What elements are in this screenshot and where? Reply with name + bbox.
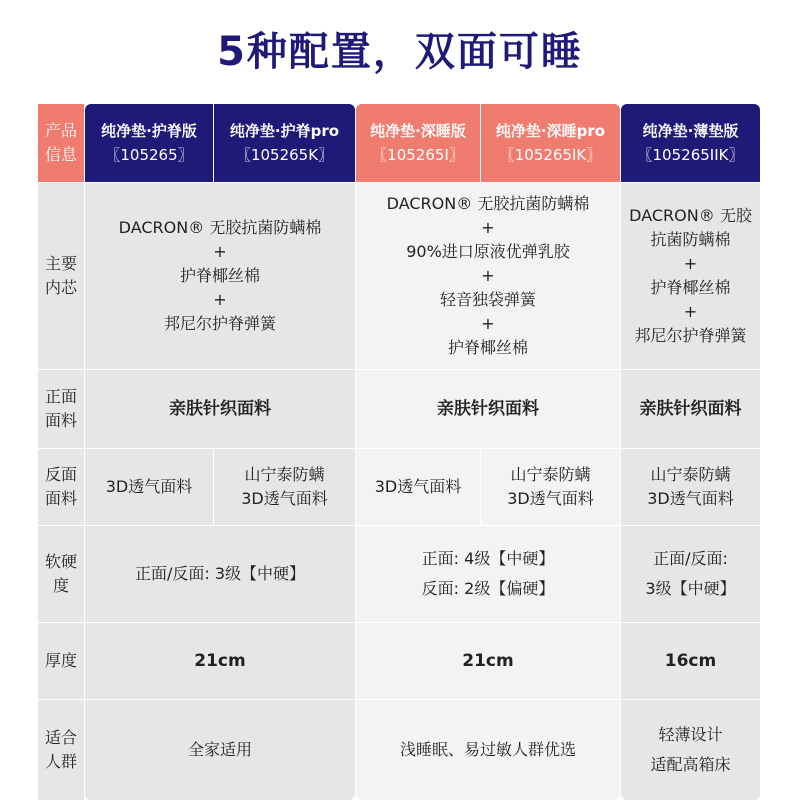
back-line: 山宁泰防螨 xyxy=(510,465,591,484)
core-line: + xyxy=(481,266,495,285)
row-label-line: 面料 xyxy=(44,411,77,430)
row-label-line: 反面 xyxy=(44,465,77,484)
product-name: 纯净垫·深睡pro xyxy=(495,122,606,140)
header-label-line: 产品 xyxy=(44,121,77,140)
core-line: 抗菌防螨棉 xyxy=(650,230,731,249)
product-code: 〖105265IK〗 xyxy=(499,146,602,164)
front-group-1: 亲肤针织面料 xyxy=(85,370,355,448)
core-line: 邦尼尔护脊弹簧 xyxy=(163,314,276,333)
suitable-line: 全家适用 xyxy=(187,740,252,759)
header-label-line: 信息 xyxy=(44,145,77,164)
row-label-suitable xyxy=(38,700,84,800)
product-header xyxy=(621,104,760,182)
core-group-2 xyxy=(356,183,620,369)
row-label-core xyxy=(38,183,84,369)
row-label-line: 正面 xyxy=(44,387,77,406)
row-label-back xyxy=(38,449,84,525)
row-label-line: 面料 xyxy=(44,489,77,508)
back-line: 山宁泰防螨 xyxy=(650,465,731,484)
firmness-group-1 xyxy=(85,526,355,622)
firmness-group-3 xyxy=(621,526,760,622)
thickness-group-2: 21cm xyxy=(356,623,620,699)
firmness-line: 正面/反面: 3级【中硬】 xyxy=(134,564,306,583)
core-line: + xyxy=(481,314,495,333)
product-header xyxy=(481,104,620,182)
row-label-front xyxy=(38,370,84,448)
core-line: 邦尼尔护脊弹簧 xyxy=(634,326,747,345)
product-name: 纯净垫·深睡版 xyxy=(370,122,466,140)
row-label-line: 人群 xyxy=(44,752,77,771)
row-label-line: 厚度 xyxy=(44,651,77,670)
row-label-thickness xyxy=(38,623,84,699)
firmness-line: 3级【中硬】 xyxy=(645,579,736,598)
back-line: 山宁泰防螨 xyxy=(244,465,325,484)
front-group-2: 亲肤针织面料 xyxy=(356,370,620,448)
firmness-line: 反面: 2级【偏硬】 xyxy=(421,579,555,598)
row-label-line: 软硬 xyxy=(44,552,77,571)
back-cell-2 xyxy=(214,449,355,525)
firmness-group-2 xyxy=(356,526,620,622)
back-line: 3D透气面料 xyxy=(647,489,734,508)
header-label xyxy=(38,104,84,182)
product-code: 〖105265IIK〗 xyxy=(637,146,744,164)
back-line: 3D透气面料 xyxy=(507,489,594,508)
suitable-group-3 xyxy=(621,700,760,800)
back-cell-3 xyxy=(356,449,480,525)
core-line: + xyxy=(481,218,495,237)
suitable-group-1 xyxy=(85,700,355,800)
product-code: 〖105265〗 xyxy=(105,146,193,164)
core-line: 护脊椰丝棉 xyxy=(650,278,731,297)
core-line: DACRON® 无胶 xyxy=(629,206,752,225)
back-line: 3D透气面料 xyxy=(241,489,328,508)
back-line: 3D透气面料 xyxy=(374,477,462,496)
back-cell-5 xyxy=(621,449,760,525)
suitable-line: 适配高箱床 xyxy=(650,755,731,774)
core-line: 护脊椰丝棉 xyxy=(447,338,528,357)
firmness-line: 正面/反面: xyxy=(653,549,728,568)
back-line: 3D透气面料 xyxy=(105,477,193,496)
back-cell-1 xyxy=(85,449,213,525)
product-name: 纯净垫·护脊版 xyxy=(101,122,197,140)
firmness-line: 正面: 4级【中硬】 xyxy=(421,549,555,568)
core-line: + xyxy=(683,254,698,273)
thickness-group-3: 16cm xyxy=(621,623,760,699)
core-group-1 xyxy=(85,183,355,369)
core-group-3 xyxy=(621,183,760,369)
core-line: 90%进口原液优弹乳胶 xyxy=(406,242,570,261)
row-label-firmness xyxy=(38,526,84,622)
product-header xyxy=(85,104,213,182)
product-code: 〖105265I〗 xyxy=(372,146,464,164)
core-line: 轻音独袋弹簧 xyxy=(439,290,536,309)
suitable-line: 轻薄设计 xyxy=(658,725,723,744)
core-line: + xyxy=(683,302,698,321)
suitable-group-2 xyxy=(356,700,620,800)
product-code: 〖105265K〗 xyxy=(235,146,334,164)
core-line: + xyxy=(213,290,227,309)
core-line: DACRON® 无胶抗菌防螨棉 xyxy=(118,218,322,237)
product-name: 纯净垫·薄垫版 xyxy=(642,122,739,140)
thickness-group-1: 21cm xyxy=(85,623,355,699)
product-header xyxy=(356,104,480,182)
suitable-line: 浅睡眠、易过敏人群优选 xyxy=(399,740,576,759)
core-line: 护脊椰丝棉 xyxy=(179,266,260,285)
core-line: + xyxy=(213,242,227,261)
row-label-line: 适合 xyxy=(44,728,77,747)
front-group-3: 亲肤针织面料 xyxy=(621,370,760,448)
product-header xyxy=(214,104,355,182)
back-cell-4 xyxy=(481,449,620,525)
row-label-line: 度 xyxy=(52,576,69,595)
product-name: 纯净垫·护脊pro xyxy=(229,122,340,140)
page-title: 5种配置，双面可睡 xyxy=(217,29,583,75)
row-label-line: 主要 xyxy=(44,254,77,273)
core-line: DACRON® 无胶抗菌防螨棉 xyxy=(386,194,590,213)
row-label-line: 内芯 xyxy=(44,278,77,297)
comparison-table xyxy=(38,104,760,800)
